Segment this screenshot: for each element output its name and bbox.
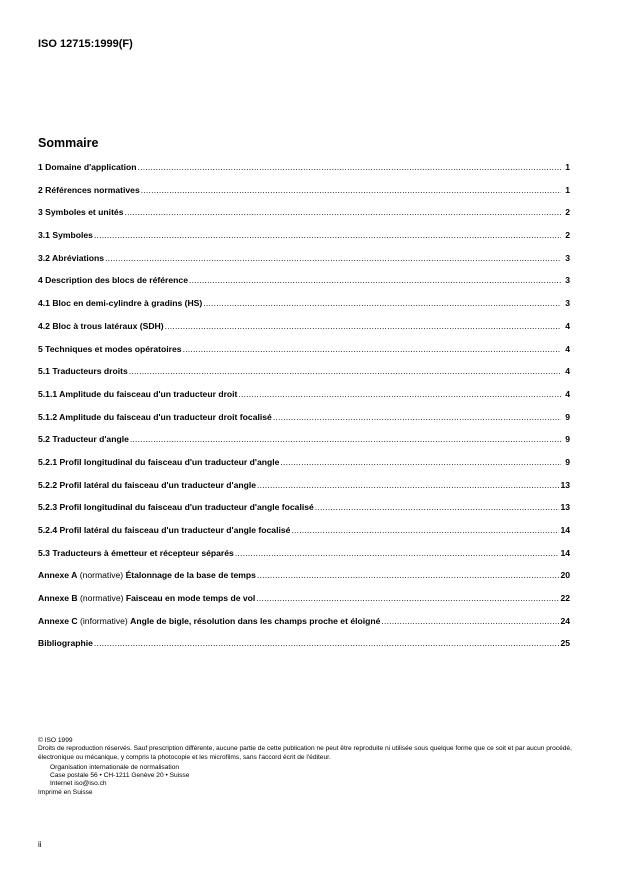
toc-entry[interactable] (38, 366, 570, 389)
toc-entry-label: Annexe B (normative) Faisceau en mode temps de vol (38, 593, 256, 604)
toc-entry-label: 3.1 Symboles (38, 230, 93, 241)
printed-in: Imprimé en Suisse (38, 788, 93, 796)
toc-entry-page: 3 (565, 275, 570, 286)
toc-leader-dots (130, 434, 561, 444)
toc-entry-label: 1 Domaine d'application (38, 162, 137, 172)
toc-entry-page: 3 (565, 298, 570, 309)
toc-entry-page: 14 (560, 525, 570, 535)
toc-entry-label: 5.2.2 Profil latéral du faisceau d'un traducteur d'angle (38, 479, 257, 490)
toc-leader-dots (129, 366, 561, 376)
postal-address: Case postale 56 • CH-1211 Genève 20 • Suisse (50, 772, 190, 780)
toc-entry-page: 24 (560, 615, 570, 626)
toc-entry-label: 4 Description des blocs de référence (38, 275, 188, 286)
toc-entry[interactable] (38, 230, 570, 253)
organisation-name: Organisation internationale de normalisation (50, 763, 180, 771)
toc-entry-label: 5.3 Traducteurs à émetteur et récepteur séparés (38, 547, 234, 558)
toc-entry[interactable] (38, 412, 570, 435)
toc-entry-page: 2 (565, 207, 570, 218)
toc-entry-page: 9 (565, 434, 570, 445)
toc-leader-dots (94, 230, 561, 240)
toc-entry-page: 4 (565, 388, 570, 399)
copyright-line: © ISO 1999 (38, 737, 73, 744)
toc-entry-page: 4 (565, 366, 570, 377)
toc-entry-page: 14 (560, 547, 570, 558)
page-number: ii (38, 840, 42, 849)
toc-entry-label: 5.1.2 Amplitude du faisceau d'un traducteur droit focalisé (38, 411, 272, 422)
toc-entry-label: 5 Techniques et modes opératoires (38, 343, 182, 354)
toc-entry-page: 3 (565, 252, 570, 263)
toc-entry[interactable] (38, 638, 570, 661)
toc-leader-dots (125, 207, 562, 217)
toc-entry[interactable] (38, 275, 570, 298)
toc-entry-page: 13 (560, 479, 570, 490)
toc-entry[interactable] (38, 207, 570, 230)
toc-entry-label: 3 Symboles et unités (38, 207, 124, 218)
toc-leader-dots (273, 412, 561, 422)
toc-entry-page: 20 (560, 570, 570, 581)
toc-entry[interactable] (38, 616, 570, 639)
toc-entry-label: Annexe C (informative) Angle de bigle, résolution dans les champs proche et éloigné (38, 615, 381, 626)
toc-leader-dots (257, 480, 559, 490)
toc-entry[interactable] (38, 344, 570, 367)
toc-entry-label: 4.2 Bloc à trous latéraux (SDH) (38, 320, 164, 331)
toc-entry-annex-title: Faisceau en mode temps de vol (125, 593, 256, 604)
toc-entry-label: 3.2 Abréviations (38, 252, 105, 263)
toc-leader-dots (291, 525, 559, 535)
toc-leader-dots (105, 253, 561, 263)
toc-entry-label: Bibliographie (38, 638, 93, 649)
toc-entry-page: 9 (565, 456, 570, 467)
toc-entry-label: Annexe A (normative) Étalonnage de la base de temps (38, 570, 256, 581)
toc-entry-label: 5.2 Traducteur d'angle (38, 434, 129, 445)
toc-entry-page: 4 (565, 343, 570, 354)
toc-leader-dots (315, 502, 560, 512)
copyright-footer (38, 737, 588, 797)
toc-leader-dots (189, 275, 561, 285)
toc-leader-dots (165, 321, 561, 331)
toc-entry-label: 5.2.1 Profil longitudinal du faisceau d'un traducteur d'angle (38, 456, 280, 467)
toc-entry[interactable] (38, 389, 570, 412)
toc-leader-dots (257, 570, 559, 580)
toc-leader-dots (235, 548, 560, 558)
toc-entry-annex-type: (normative) (77, 570, 126, 581)
toc-leader-dots (238, 389, 561, 399)
toc-entry-page: 13 (560, 502, 570, 513)
toc-leader-dots (94, 638, 560, 648)
toc-leader-dots (203, 298, 561, 308)
toc-leader-dots (280, 457, 561, 467)
toc-entry-page: 22 (560, 593, 570, 604)
toc-entry-annex-type: (normative) (77, 593, 126, 604)
toc-entry-label: 5.1.1 Amplitude du faisceau d'un traducteur droit (38, 388, 238, 399)
toc-entry[interactable] (38, 525, 570, 548)
toc-entry-label: 5.1 Traducteurs droits (38, 366, 128, 377)
toc-entry-label: 5.2.4 Profil latéral du faisceau d'un traducteur d'angle focalisé (38, 525, 291, 535)
toc-entry[interactable] (38, 502, 570, 525)
internet-contact: Internet iso@iso.ch (50, 780, 107, 788)
toc-entry[interactable] (38, 298, 570, 321)
toc-entry-annex-title: Angle de bigle, résolution dans les champs proche et éloigné (130, 615, 381, 626)
toc-entry[interactable] (38, 457, 570, 480)
toc-leader-dots (141, 185, 561, 195)
toc-entry-annex-title: Étalonnage de la base de temps (125, 570, 256, 581)
toc-entry-page: 9 (565, 411, 570, 422)
toc-entry[interactable] (38, 185, 570, 208)
toc-entry-label: 5.2.3 Profil longitudinal du faisceau d'un traducteur d'angle focalisé (38, 502, 314, 513)
toc-entry[interactable] (38, 253, 570, 276)
rights-notice: Droits de reproduction réservés. Sauf prescription différente, aucune partie de cette publication ne peut être reproduite ni utilisée sous quelque forme que ce soit et par aucun procédé, électronique ou mécanique, y compris la photocopie et les microfilms, sans l'accord écrit de l'éditeur. (38, 745, 572, 761)
toc-entry-label: 4.1 Bloc en demi-cylindre à gradins (HS) (38, 298, 203, 309)
toc-entry[interactable] (38, 593, 570, 616)
toc-entry[interactable] (38, 162, 570, 185)
toc-entry-label: 2 Références normatives (38, 184, 140, 195)
toc-entry[interactable] (38, 321, 570, 344)
toc-entry-page: 4 (565, 320, 570, 331)
toc-entry[interactable] (38, 548, 570, 571)
document-id: ISO 12715:1999(F) (38, 38, 133, 50)
table-of-contents (38, 162, 570, 661)
toc-leader-dots (256, 593, 559, 603)
toc-entry-page: 2 (565, 230, 570, 241)
toc-title: Sommaire (38, 136, 99, 150)
toc-entry[interactable] (38, 570, 570, 593)
toc-entry-annex-type: (informative) (77, 615, 131, 626)
toc-entry[interactable] (38, 434, 570, 457)
toc-entry-page: 1 (565, 184, 570, 195)
toc-entry[interactable] (38, 480, 570, 503)
toc-entry-page: 25 (560, 638, 570, 649)
toc-leader-dots (381, 616, 559, 626)
toc-leader-dots (138, 162, 561, 172)
toc-leader-dots (183, 344, 561, 354)
toc-entry-page: 1 (565, 162, 570, 172)
